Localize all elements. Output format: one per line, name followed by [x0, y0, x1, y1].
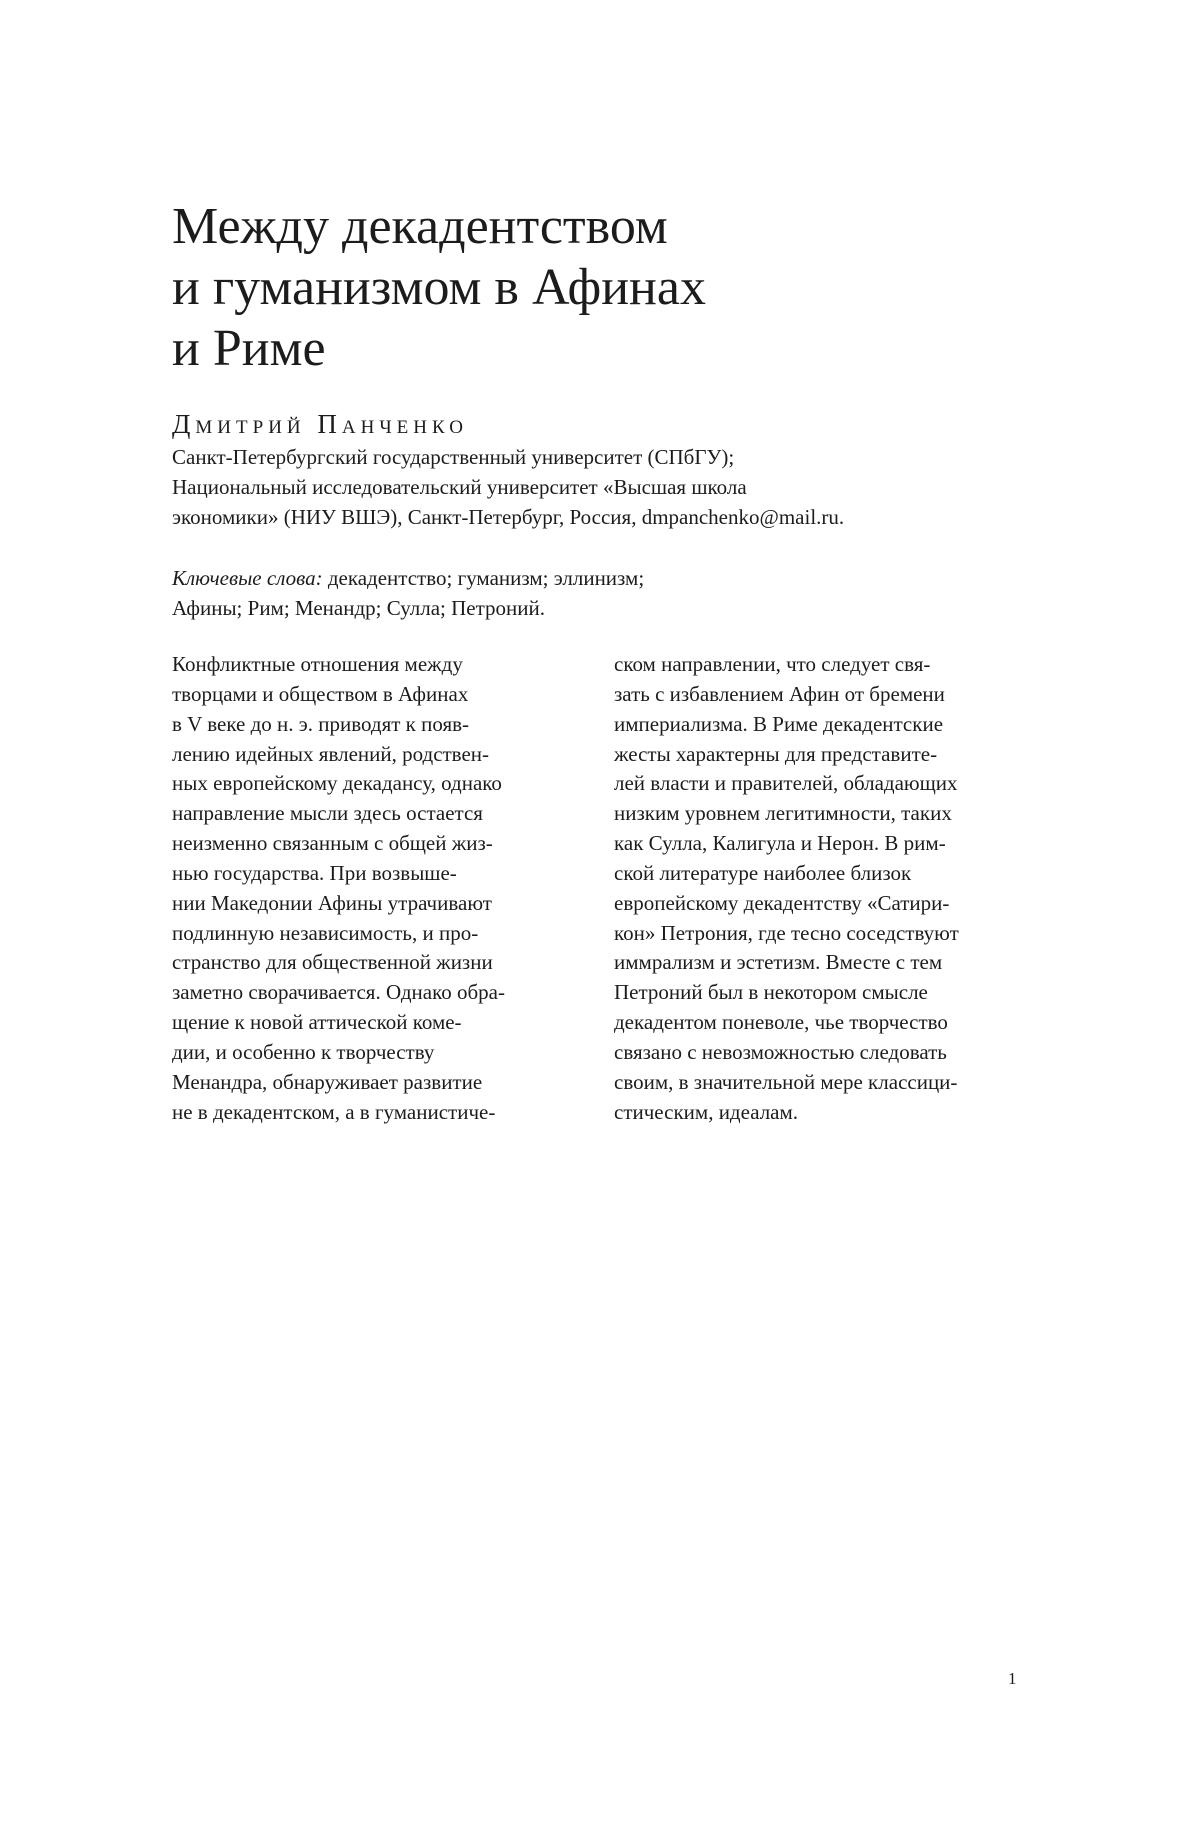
abstract-line: империализма. В Риме декадентские [614, 711, 944, 736]
abstract-line: ской литературе наиболее близок [614, 860, 912, 885]
abstract-line: иммрализм и эстетизм. Вместе с тем [614, 950, 943, 975]
affiliation-line: Санкт-Петербургский государственный университет (СПбГУ); [172, 445, 735, 469]
article-title [172, 196, 992, 379]
page-number: 1 [1008, 1669, 1017, 1688]
keywords-line: Афины; Рим; Менандр; Сулла; Петроний. [172, 596, 546, 620]
keywords-block [172, 563, 1012, 623]
abstract-line: Менандра, обнаруживает развитие [172, 1069, 483, 1094]
title-line: Между декадентством [172, 198, 668, 255]
abstract-line: зать с избавлением Афин от бремени [614, 681, 945, 706]
title-line: и гуманизмом в Афинах [172, 259, 706, 316]
abstract-line: нии Македонии Афины утрачивают [172, 890, 492, 915]
abstract-line: странство для общественной жизни [172, 950, 493, 975]
abstract-left-column [172, 650, 582, 1128]
abstract-line: заметно сворачивается. Однако обра- [172, 980, 505, 1005]
abstract-line: в V веке до н. э. приводят к появ- [172, 711, 470, 736]
keywords-line [172, 563, 1012, 593]
abstract-line: дии, и особенно к творчеству [172, 1039, 435, 1064]
abstract-line: европейскому декадентству «Сатири- [614, 890, 950, 915]
abstract-line: Конфликтные отношения между [172, 652, 463, 676]
abstract-line: жесты характерны для представите- [614, 741, 938, 766]
abstract-line: лей власти и правителей, обладающих [614, 771, 958, 796]
abstract-right-column [614, 650, 1024, 1128]
abstract-line: декадентом поневоле, чье творчество [614, 1010, 948, 1035]
abstract-line: лению идейных явлений, родствен- [172, 741, 490, 766]
abstract-line: как Сулла, Калигула и Нерон. В рим- [614, 831, 946, 856]
abstract-line: ных европейскому декадансу, однако [172, 771, 502, 796]
affiliation-line: Национальный исследовательский университет «Высшая школа [172, 475, 747, 499]
abstract-line: Петроний был в некотором смысле [614, 980, 928, 1005]
abstract-line: подлинную независимость, и про- [172, 920, 479, 945]
abstract-line: не в декадентском, а в гуманистиче- [172, 1099, 496, 1124]
title-line: и Риме [172, 320, 326, 377]
abstract-line: направление мысли здесь остается [172, 801, 483, 826]
author-name: Дмитрий Панченко [172, 409, 468, 439]
abstract-line: творцами и обществом в Афинах [172, 681, 469, 706]
abstract-line: кон» Петрония, где тесно соседствуют [614, 920, 959, 945]
abstract-line: нью государства. При возвыше- [172, 860, 457, 885]
author-affiliation [172, 442, 1012, 532]
abstract-line: своим, в значительной мере классици- [614, 1069, 958, 1094]
keywords-label: Ключевые слова: [172, 566, 323, 590]
abstract-line: неизменно связанным с общей жиз- [172, 831, 493, 856]
keywords-text: декадентство; гуманизм; эллинизм; [322, 566, 645, 590]
abstract-line: стическим, идеалам. [614, 1099, 799, 1124]
abstract-line: щение к новой аттической коме- [172, 1010, 462, 1035]
abstract-line: низким уровнем легитимности, таких [614, 801, 952, 826]
abstract-line: ском направлении, что следует свя- [614, 652, 931, 676]
abstract-line: связано с невозможностью следовать [614, 1039, 947, 1064]
affiliation-line: экономики» (НИУ ВШЭ), Санкт-Петербург, Россия, dmpanchenko@mail.ru. [172, 505, 845, 529]
